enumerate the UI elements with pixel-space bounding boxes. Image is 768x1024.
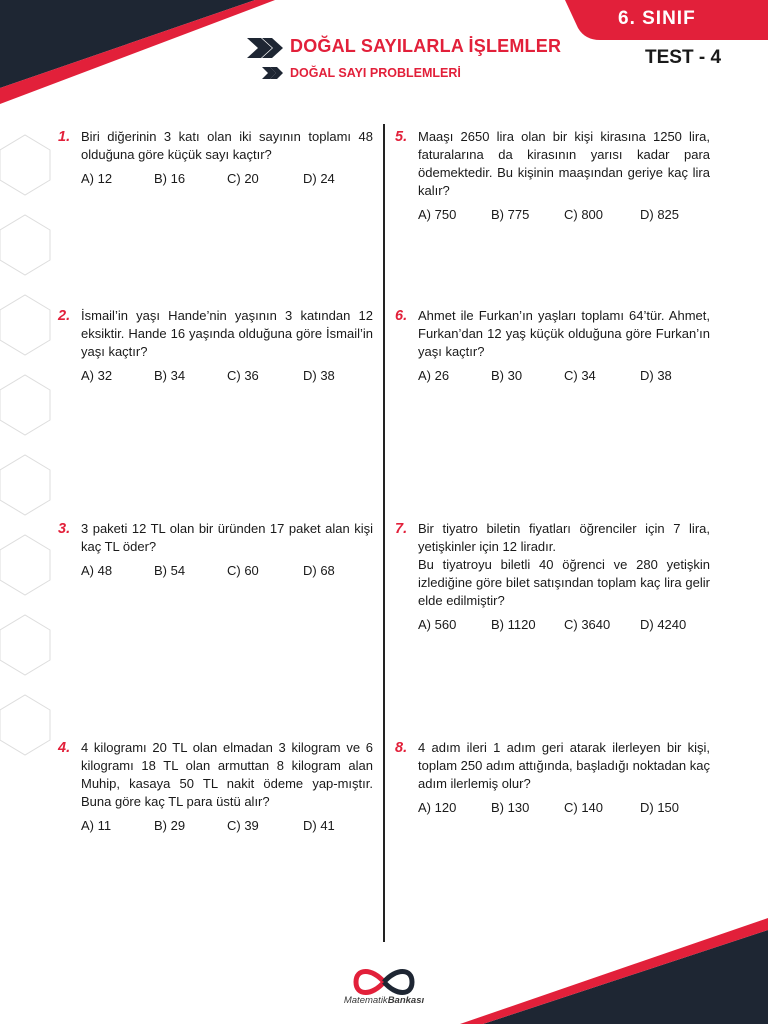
option-c[interactable]: C) 36 <box>227 368 259 383</box>
option-a[interactable]: A) 750 <box>418 207 457 222</box>
question-3 <box>58 520 373 580</box>
answer-options <box>81 817 373 835</box>
footer-logo-text <box>0 995 768 1006</box>
infinity-logo-icon <box>356 972 412 993</box>
option-d[interactable]: D) 38 <box>303 368 335 383</box>
option-a[interactable]: A) 26 <box>418 368 450 383</box>
option-a[interactable]: A) 12 <box>81 171 113 186</box>
option-d[interactable]: D) 825 <box>640 207 680 222</box>
answer-options <box>81 367 373 385</box>
logo-text-part2: Bankası <box>387 995 425 1006</box>
answer-options <box>81 170 373 188</box>
option-d[interactable]: D) 24 <box>303 171 335 186</box>
small-chevron-icon <box>262 67 283 79</box>
option-c[interactable]: C) 140 <box>564 800 604 815</box>
answer-options <box>418 367 710 385</box>
question-4 <box>58 739 373 835</box>
page-title: DOĞAL SAYILARLA İŞLEMLER <box>290 36 562 56</box>
test-label: TEST - 4 <box>645 47 722 68</box>
option-a[interactable]: A) 560 <box>418 617 457 632</box>
option-a[interactable]: A) 120 <box>418 800 457 815</box>
option-a[interactable]: A) 48 <box>81 563 113 578</box>
question-number: 1. <box>58 129 71 145</box>
option-d[interactable]: D) 41 <box>303 818 335 833</box>
grade-label: 6. SINIF <box>618 8 696 29</box>
column-divider <box>383 124 385 942</box>
option-a[interactable]: A) 11 <box>81 818 112 833</box>
answer-options <box>418 206 710 224</box>
question-number: 3. <box>58 521 71 537</box>
question-text: Ahmet ile Furkan’ın yaşları toplamı 64’tür. Ahmet, Furkan’dan 12 yaş küçük olduğuna göre Furkan’ın yaşı kaçtır? <box>418 308 710 359</box>
chevron-icon <box>247 38 283 58</box>
option-b[interactable]: B) 775 <box>491 207 530 222</box>
question-2 <box>58 307 373 385</box>
question-number: 7. <box>395 521 408 537</box>
question-6 <box>395 307 710 385</box>
option-d[interactable]: D) 150 <box>640 800 680 815</box>
cube-pattern <box>0 135 50 755</box>
answer-options <box>418 616 710 634</box>
question-text: Biri diğerinin 3 katı olan iki sayının toplamı 48 olduğuna göre küçük sayı kaçtır? <box>81 129 373 162</box>
option-c[interactable]: C) 3640 <box>564 617 611 632</box>
option-b[interactable]: B) 54 <box>154 563 186 578</box>
option-c[interactable]: C) 60 <box>227 563 259 578</box>
option-b[interactable]: B) 16 <box>154 171 186 186</box>
question-7 <box>395 520 710 634</box>
option-b[interactable]: B) 130 <box>491 800 530 815</box>
question-number: 2. <box>58 308 71 324</box>
option-c[interactable]: C) 20 <box>227 171 259 186</box>
option-c[interactable]: C) 34 <box>564 368 596 383</box>
answer-options <box>81 562 373 580</box>
question-5 <box>395 128 710 224</box>
question-8 <box>395 739 710 817</box>
option-b[interactable]: B) 34 <box>154 368 186 383</box>
logo-text-part1: Matematik <box>343 995 388 1006</box>
option-b[interactable]: B) 1120 <box>491 617 536 632</box>
question-text: 3 paketi 12 TL olan bir üründen 17 paket alan kişi kaç TL öder? <box>81 521 373 554</box>
question-text: Maaşı 2650 lira olan bir kişi kirasına 1250 lira, faturalarına da kirasının yarısı kadar para ödemektedir. Bu kişinin maaşından geriye kaç lira kalır? <box>418 129 710 198</box>
option-b[interactable]: B) 29 <box>154 818 186 833</box>
question-text-continued: Bu tiyatroyu biletli 40 öğrenci ve 280 yetişkin izlediğine göre bilet satışından toplam kaç lira gelir elde edilmiştir? <box>418 557 710 608</box>
option-d[interactable]: D) 68 <box>303 563 335 578</box>
option-d[interactable]: D) 38 <box>640 368 672 383</box>
question-text: Bir tiyatro biletin fiyatları öğrenciler için 7 lira, yetişkinler için 12 liradır. <box>418 521 710 554</box>
question-number: 8. <box>395 740 408 756</box>
question-number: 6. <box>395 308 408 324</box>
question-number: 5. <box>395 129 408 145</box>
question-text: 4 adım ileri 1 adım geri atarak ilerleyen bir kişi, toplam 250 adım attığında, başladığı noktadan kaç adım ilerlemiş olur? <box>418 740 710 791</box>
answer-options <box>418 799 710 817</box>
question-1 <box>58 128 373 188</box>
question-text: İsmail’in yaşı Hande’nin yaşının 3 katından 12 eksiktir. Hande 16 yaşında olduğuna göre İsmail’in yaşı kaçtır? <box>81 308 373 359</box>
page-subtitle: DOĞAL SAYI PROBLEMLERİ <box>290 66 461 80</box>
option-c[interactable]: C) 800 <box>564 207 604 222</box>
question-text: 4 kilogramı 20 TL olan elmadan 3 kilogram ve 6 kilogramı 18 TL olan armuttan 8 kilogram alan Muhip, kasaya 50 TL nakit ödeme yap-mıştır. Buna göre kaç TL para üstü alır? <box>81 740 373 809</box>
option-b[interactable]: B) 30 <box>491 368 523 383</box>
option-c[interactable]: C) 39 <box>227 818 259 833</box>
question-number: 4. <box>58 740 71 756</box>
option-a[interactable]: A) 32 <box>81 368 113 383</box>
option-d[interactable]: D) 4240 <box>640 617 687 632</box>
